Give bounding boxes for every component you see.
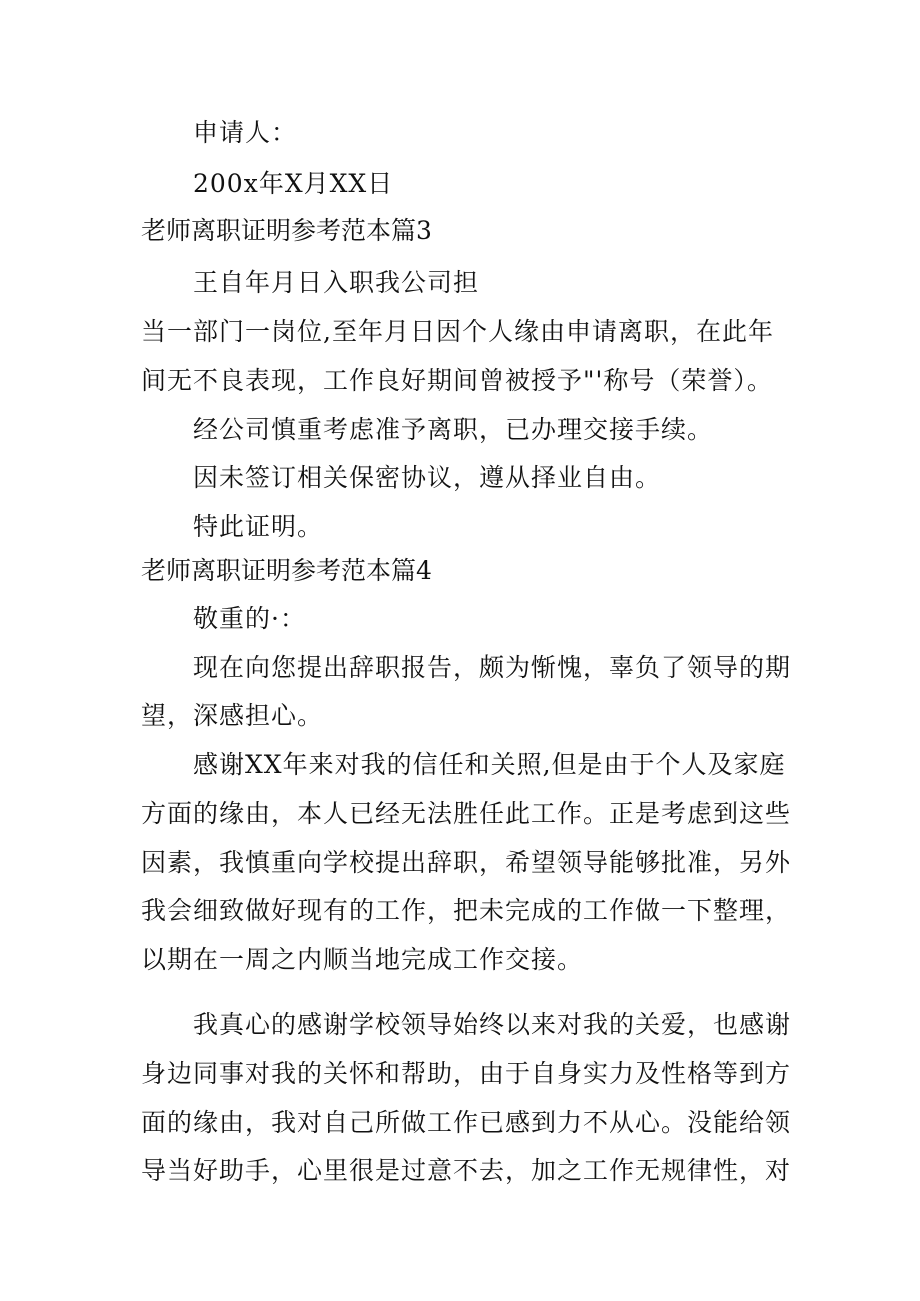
paragraph-line: 经公司慎重考虑准予离职，已办理交接手续。 xyxy=(193,415,714,444)
salutation: 敬重的·： xyxy=(193,604,306,633)
paragraph-line: 以期在一周之内顺当地完成工作交接。 xyxy=(141,945,584,974)
paragraph-line: 身边同事对我的关怀和帮助，由于自身实力及性格等到方 xyxy=(141,1059,792,1088)
applicant-label: 申请人： xyxy=(193,118,298,147)
paragraph-line: 方面的缘由，本人已经无法胜任此工作。正是考虑到这些 xyxy=(141,799,792,828)
paragraph-line: 王自年月日入职我公司担 xyxy=(193,268,480,297)
paragraph-line: 现在向您提出辞职报告，颇为惭愧，辜负了领导的期 xyxy=(193,653,792,682)
paragraph-line: 当一部门一岗位,至年月日因个人缘由申请离职，在此年 xyxy=(141,317,774,346)
paragraph-line: 导当好助手，心里很是过意不去，加之工作无规律性，对 xyxy=(141,1156,792,1185)
paragraph-line: 面的缘由，我对自己所做工作已感到力不从心。没能给领 xyxy=(141,1108,792,1137)
paragraph-line: 望，深感担心。 xyxy=(141,701,324,730)
section-heading-4: 老师离职证明参考范本篇4 xyxy=(141,556,432,585)
paragraph-line: 间无不良表现，工作良好期间曾被授予"'称号（荣誉）。 xyxy=(141,366,773,395)
paragraph-line: 因未签订相关保密协议，遵从择业自由。 xyxy=(193,463,662,492)
section-heading-3: 老师离职证明参考范本篇3 xyxy=(141,216,432,245)
paragraph-line: 因素，我慎重向学校提出辞职，希望领导能够批准，另外 xyxy=(141,848,792,877)
paragraph-line: 我真心的感谢学校领导始终以来对我的关爱，也感谢 xyxy=(193,1010,792,1039)
application-date: 200x年X月XX日 xyxy=(193,169,394,198)
paragraph-line: 我会细致做好现有的工作，把未完成的工作做一下整理， xyxy=(141,896,792,925)
closing-line: 特此证明。 xyxy=(193,512,324,541)
paragraph-line: 感谢XX年来对我的信任和关照,但是由于个人及家庭 xyxy=(193,750,786,779)
